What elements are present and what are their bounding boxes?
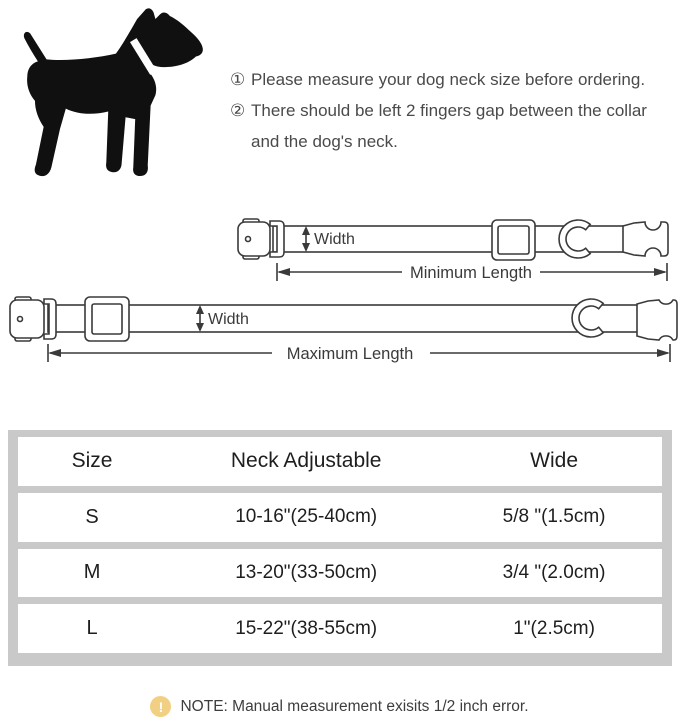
instruction-2 bbox=[230, 95, 675, 157]
arrow-left bbox=[48, 349, 61, 357]
size-value: S bbox=[85, 505, 99, 528]
table-row-s bbox=[18, 493, 662, 542]
table-row-l bbox=[18, 604, 662, 653]
neck-value: 13-20"(33-50cm) bbox=[235, 561, 378, 583]
neck-value: 15-22"(38-55cm) bbox=[235, 617, 378, 639]
width-label: Width bbox=[314, 231, 355, 248]
collar-min-length-diagram bbox=[230, 195, 679, 290]
instruction-1 bbox=[230, 64, 675, 95]
arrow-left bbox=[277, 268, 290, 276]
arrow-right bbox=[654, 268, 667, 276]
collar-strap bbox=[48, 305, 648, 332]
circled-number-2: ② bbox=[230, 101, 246, 120]
wide-value: 5/8 "(1.5cm) bbox=[502, 506, 606, 528]
exclamation-circle-icon: ! bbox=[150, 696, 171, 717]
instruction-1-text: Please measure your dog neck size before ordering. bbox=[251, 70, 646, 89]
wide-value: 1"(2.5cm) bbox=[513, 617, 595, 639]
buckle-bracket bbox=[44, 299, 56, 339]
slider-inner bbox=[498, 226, 529, 254]
max-length-label: Maximum Length bbox=[286, 345, 414, 363]
table-header-row bbox=[18, 437, 662, 486]
buckle-bracket bbox=[270, 221, 284, 257]
neck-value: 10-16"(25-40cm) bbox=[235, 506, 378, 528]
table-row-m bbox=[18, 549, 662, 598]
buckle-hole bbox=[246, 237, 251, 242]
collar-max-length-diagram bbox=[0, 288, 679, 370]
dog-silhouette-icon bbox=[8, 2, 220, 192]
measurement-note bbox=[0, 696, 679, 717]
buckle-hole bbox=[18, 317, 23, 322]
width-label: Width bbox=[208, 311, 249, 328]
instruction-2-text: There should be left 2 fingers gap between the collar and the dog's neck. bbox=[251, 101, 647, 151]
note-text: NOTE: Manual measurement exisits 1/2 inch error. bbox=[180, 697, 529, 715]
slider-inner bbox=[92, 304, 122, 334]
min-length-label: Minimum Length bbox=[410, 264, 532, 282]
buckle-female bbox=[238, 222, 270, 256]
header-size: Size bbox=[71, 449, 113, 473]
wide-value: 3/4 "(2.0cm) bbox=[502, 561, 606, 583]
measuring-instructions bbox=[230, 64, 675, 157]
buckle-male bbox=[637, 300, 677, 340]
size-value: M bbox=[83, 561, 101, 584]
size-value: L bbox=[86, 617, 98, 640]
header-wide: Wide bbox=[530, 449, 579, 473]
size-table bbox=[8, 430, 672, 666]
arrow-right bbox=[657, 349, 670, 357]
buckle-male bbox=[623, 222, 668, 256]
buckle-female bbox=[10, 300, 44, 338]
header-neck-adjustable: Neck Adjustable bbox=[230, 449, 382, 473]
circled-number-1: ① bbox=[230, 70, 246, 89]
